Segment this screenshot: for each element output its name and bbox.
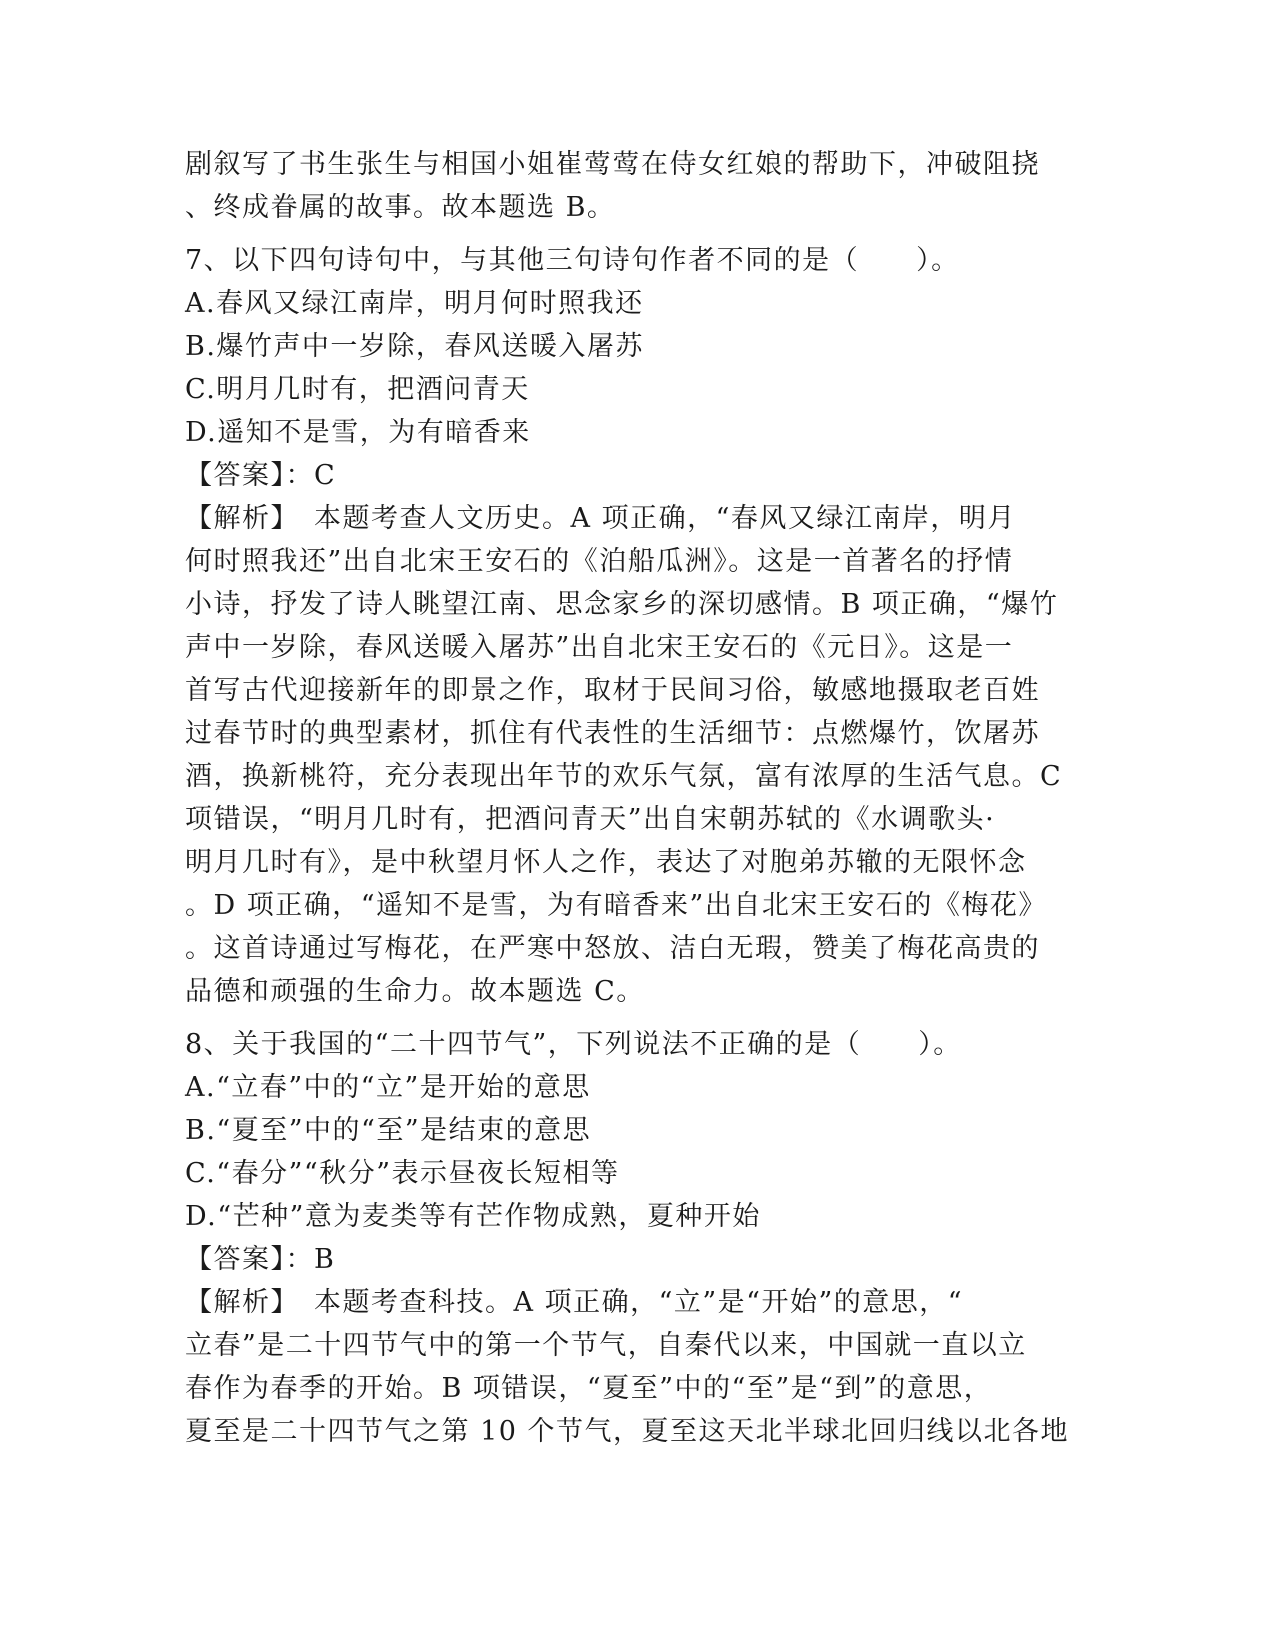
explanation-line: 立春”是二十四节气中的第一个节气，自秦代以来，中国就一直以立 <box>185 1330 1027 1361</box>
explanation-line: 明月几时有》，是中秋望月怀人之作，表达了对胞弟苏辙的无限怀念 <box>185 847 1027 878</box>
intro-paragraph <box>185 143 1085 229</box>
explanation-line: 酒，换新桃符，充分表现出年节的欢乐气氛，富有浓厚的生活气息。C <box>185 761 1063 792</box>
explanation-line: 声中一岁除，春风送暖入屠苏”出自北宋王安石的《元日》。这是一 <box>185 632 1014 663</box>
explanation-line: 夏至是二十四节气之第 10 个节气，夏至这天北半球北回归线以北各地 <box>185 1416 1070 1447</box>
question-8 <box>185 1023 1085 1453</box>
explanation-line: 首写古代迎接新年的即景之作，取材于民间习俗，敏感地摄取老百姓 <box>185 675 1040 706</box>
option-a: A.“立春”中的“立”是开始的意思 <box>185 1072 591 1103</box>
question-text: 7、以下四句诗句中，与其他三句诗句作者不同的是（ ）。 <box>185 245 960 276</box>
option-d: D.遥知不是雪，为有暗香来 <box>185 417 531 448</box>
explanation-line: 品德和顽强的生命力。故本题选 C。 <box>185 976 645 1007</box>
question-text: 8、关于我国的“二十四节气”，下列说法不正确的是（ ）。 <box>185 1029 962 1060</box>
answer-line: 【答案】：B <box>185 1244 336 1275</box>
text-line: 剧叙写了书生张生与相国小姐崔莺莺在侍女红娘的帮助下，冲破阻挠 <box>185 149 1040 180</box>
explanation-line: 过春节时的典型素材，抓住有代表性的生活细节：点燃爆竹，饮屠苏 <box>185 718 1040 749</box>
explanation-line: 【解析】 本题考查科技。A 项正确，“立”是“开始”的意思，“ <box>185 1287 964 1318</box>
question-7 <box>185 239 1085 1013</box>
option-c: C.明月几时有，把酒问青天 <box>185 374 530 405</box>
explanation-line: 项错误，“明月几时有，把酒问青天”出自宋朝苏轼的《水调歌头· <box>185 804 996 835</box>
option-b: B.“夏至”中的“至”是结束的意思 <box>185 1115 592 1146</box>
explanation-line: 小诗，抒发了诗人眺望江南、思念家乡的深切感情。B 项正确，“爆竹 <box>185 589 1059 620</box>
option-d: D.“芒种”意为麦类等有芒作物成熟，夏种开始 <box>185 1201 761 1232</box>
explanation-line: 春作为春季的开始。B 项错误，“夏至”中的“至”是“到”的意思， <box>185 1373 993 1404</box>
explanation-line: 何时照我还”出自北宋王安石的《泊船瓜洲》。这是一首著名的抒情 <box>185 546 1014 577</box>
answer-line: 【答案】：C <box>185 460 337 491</box>
option-a: A.春风又绿江南岸，明月何时照我还 <box>185 288 644 319</box>
explanation-line: 。这首诗通过写梅花，在严寒中怒放、洁白无瑕，赞美了梅花高贵的 <box>185 933 1040 964</box>
explanation-line: 【解析】 本题考查人文历史。A 项正确，“春风又绿江南岸，明月 <box>185 503 1016 534</box>
text-line: 、终成眷属的故事。故本题选 B。 <box>185 192 616 223</box>
document-page <box>185 143 1085 1453</box>
option-c: C.“春分”“秋分”表示昼夜长短相等 <box>185 1158 620 1189</box>
explanation-line: 。D 项正确，“遥知不是雪，为有暗香来”出自北宋王安石的《梅花》 <box>185 890 1047 921</box>
option-b: B.爆竹声中一岁除，春风送暖入屠苏 <box>185 331 644 362</box>
